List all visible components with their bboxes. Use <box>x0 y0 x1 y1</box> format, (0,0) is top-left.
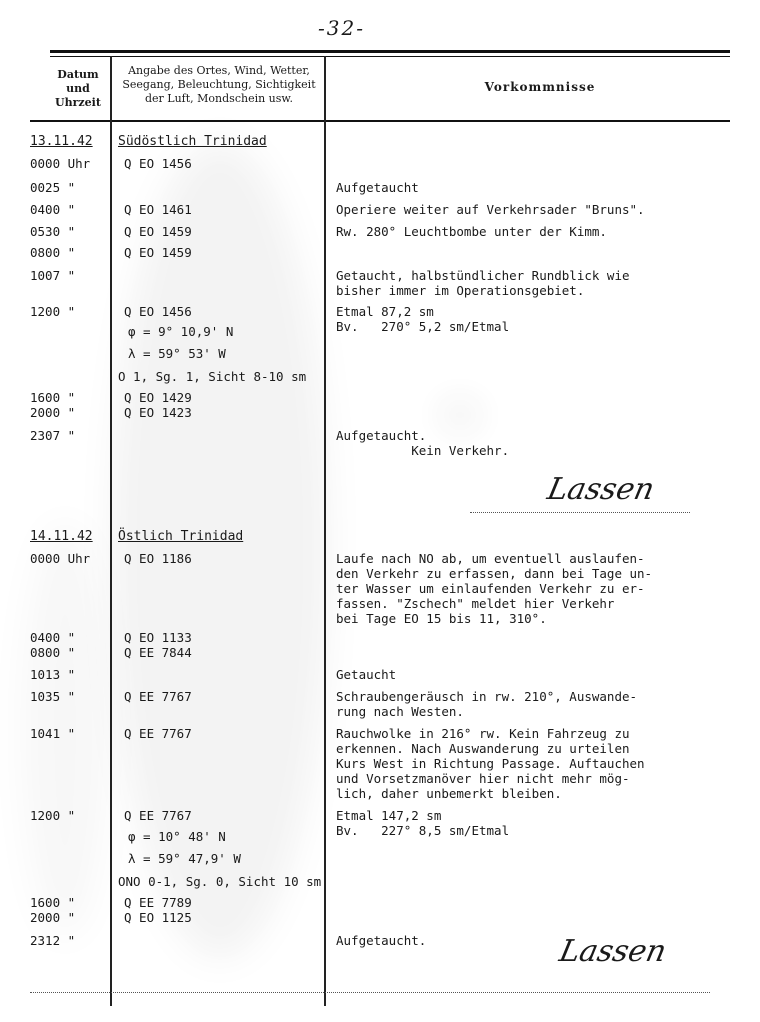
page-number: -32- <box>318 16 365 40</box>
log-time: 0800 " <box>30 245 76 260</box>
signature-day2: Lassen <box>556 934 670 969</box>
signature-dotted-line <box>470 512 690 513</box>
log-time: 2307 " <box>30 428 76 443</box>
header-top-rule <box>50 50 730 53</box>
log-latitude: φ = 9° 10,9' N <box>128 324 234 339</box>
log-time: 0000 Uhr <box>30 156 91 171</box>
log-position: Q EO 1186 <box>124 551 192 566</box>
log-position: Q EO 1125 <box>124 910 192 925</box>
header-top-rule-thin <box>50 56 730 57</box>
day1-location: Südöstlich Trinidad <box>118 134 267 149</box>
header-place-column <box>116 64 322 106</box>
log-time: 0025 " <box>30 180 76 195</box>
day2-date: 14.11.42 <box>30 529 93 544</box>
log-event: Schraubengeräusch in rw. 210°, Auswande- rung nach Westen. <box>336 689 638 719</box>
copy-grain <box>440 400 480 430</box>
header-bottom-rule <box>30 120 730 122</box>
header-place-line: Angabe des Ortes, Wind, Wetter, <box>128 64 310 77</box>
header-date-line: Datum <box>57 68 99 81</box>
log-event: Aufgetaucht. Kein Verkehr. <box>336 428 510 458</box>
log-position: Q EE 7767 <box>124 689 192 704</box>
log-event: Etmal 147,2 sm Bv. 227° 8,5 sm/Etmal <box>336 808 510 838</box>
log-latitude: φ = 10° 48' N <box>128 829 226 844</box>
header-date-line: und <box>66 82 90 95</box>
log-event: Rw. 280° Leuchtbombe unter der Kimm. <box>336 224 607 239</box>
log-longitude: λ = 59° 53' W <box>128 346 226 361</box>
log-position: Q EO 1459 <box>124 224 192 239</box>
log-position: Q EO 1429 <box>124 390 192 405</box>
log-position: Q EO 1456 <box>124 156 192 171</box>
log-time: 1013 " <box>30 667 76 682</box>
log-time: 1200 " <box>30 808 76 823</box>
header-place-line: Seegang, Beleuchtung, Sichtigkeit <box>122 78 316 91</box>
log-position: Q EE 7767 <box>124 726 192 741</box>
header-date-column <box>48 68 108 110</box>
log-position: Q EO 1133 <box>124 630 192 645</box>
log-time: 1600 " <box>30 390 76 405</box>
log-weather: O 1, Sg. 1, Sicht 8-10 sm <box>118 369 307 384</box>
log-time: 0400 " <box>30 202 76 217</box>
log-event: Getaucht <box>336 667 397 682</box>
day1-date: 13.11.42 <box>30 134 93 149</box>
day2-location: Östlich Trinidad <box>118 529 244 544</box>
log-time: 2000 " <box>30 405 76 420</box>
signature-day1: Lassen <box>544 472 658 507</box>
log-position: Q EE 7789 <box>124 895 192 910</box>
log-event: Aufgetaucht. <box>336 933 427 948</box>
header-date-line: Uhrzeit <box>55 96 101 109</box>
log-event: Getaucht, halbstündlicher Rundblick wie bisher immer im Operationsgebiet. <box>336 268 630 298</box>
log-position: Q EO 1461 <box>124 202 192 217</box>
log-event: Laufe nach NO ab, um eventuell auslaufen- den Verkehr zu erfassen, dann bei Tage un- ter Wasser um einlaufenden Verkehr zu er- fassen. "Zschech" meldet hier Verkehr bei Tage EO 15 bis 11, 310°. <box>336 551 653 626</box>
log-time: 1007 " <box>30 268 76 283</box>
log-weather: ONO 0-1, Sg. 0, Sicht 10 sm <box>118 874 322 889</box>
log-position: Q EE 7844 <box>124 645 192 660</box>
log-time: 2312 " <box>30 933 76 948</box>
log-position: Q EO 1456 <box>124 304 192 319</box>
log-event: Operiere weiter auf Verkehrsader "Bruns". <box>336 202 645 217</box>
log-time: 1035 " <box>30 689 76 704</box>
header-events-column: Vorkommnisse <box>484 80 596 94</box>
log-event: Etmal 87,2 sm Bv. 270° 5,2 sm/Etmal <box>336 304 510 334</box>
log-longitude: λ = 59° 47,9' W <box>128 851 241 866</box>
log-time: 1200 " <box>30 304 76 319</box>
header-place-line: der Luft, Mondschein usw. <box>144 92 294 105</box>
log-time: 0800 " <box>30 645 76 660</box>
log-position: Q EO 1459 <box>124 245 192 260</box>
log-position: Q EE 7767 <box>124 808 192 823</box>
log-time: 1041 " <box>30 726 76 741</box>
log-time: 1600 " <box>30 895 76 910</box>
column-divider-2 <box>324 56 326 1006</box>
log-time: 2000 " <box>30 910 76 925</box>
log-time: 0000 Uhr <box>30 551 91 566</box>
log-position: Q EO 1423 <box>124 405 192 420</box>
column-divider-1 <box>110 56 112 1006</box>
log-time: 0530 " <box>30 224 76 239</box>
bottom-dotted-line <box>30 992 710 993</box>
log-event: Aufgetaucht <box>336 180 419 195</box>
log-event: Rauchwolke in 216° rw. Kein Fahrzeug zu erkennen. Nach Auswanderung zu urteilen Kurs West in Richtung Passage. Auftauchen und Vorsetzmanöver hier nicht mehr mög- lich, daher unbemerkt bleiben. <box>336 726 645 801</box>
log-time: 0400 " <box>30 630 76 645</box>
